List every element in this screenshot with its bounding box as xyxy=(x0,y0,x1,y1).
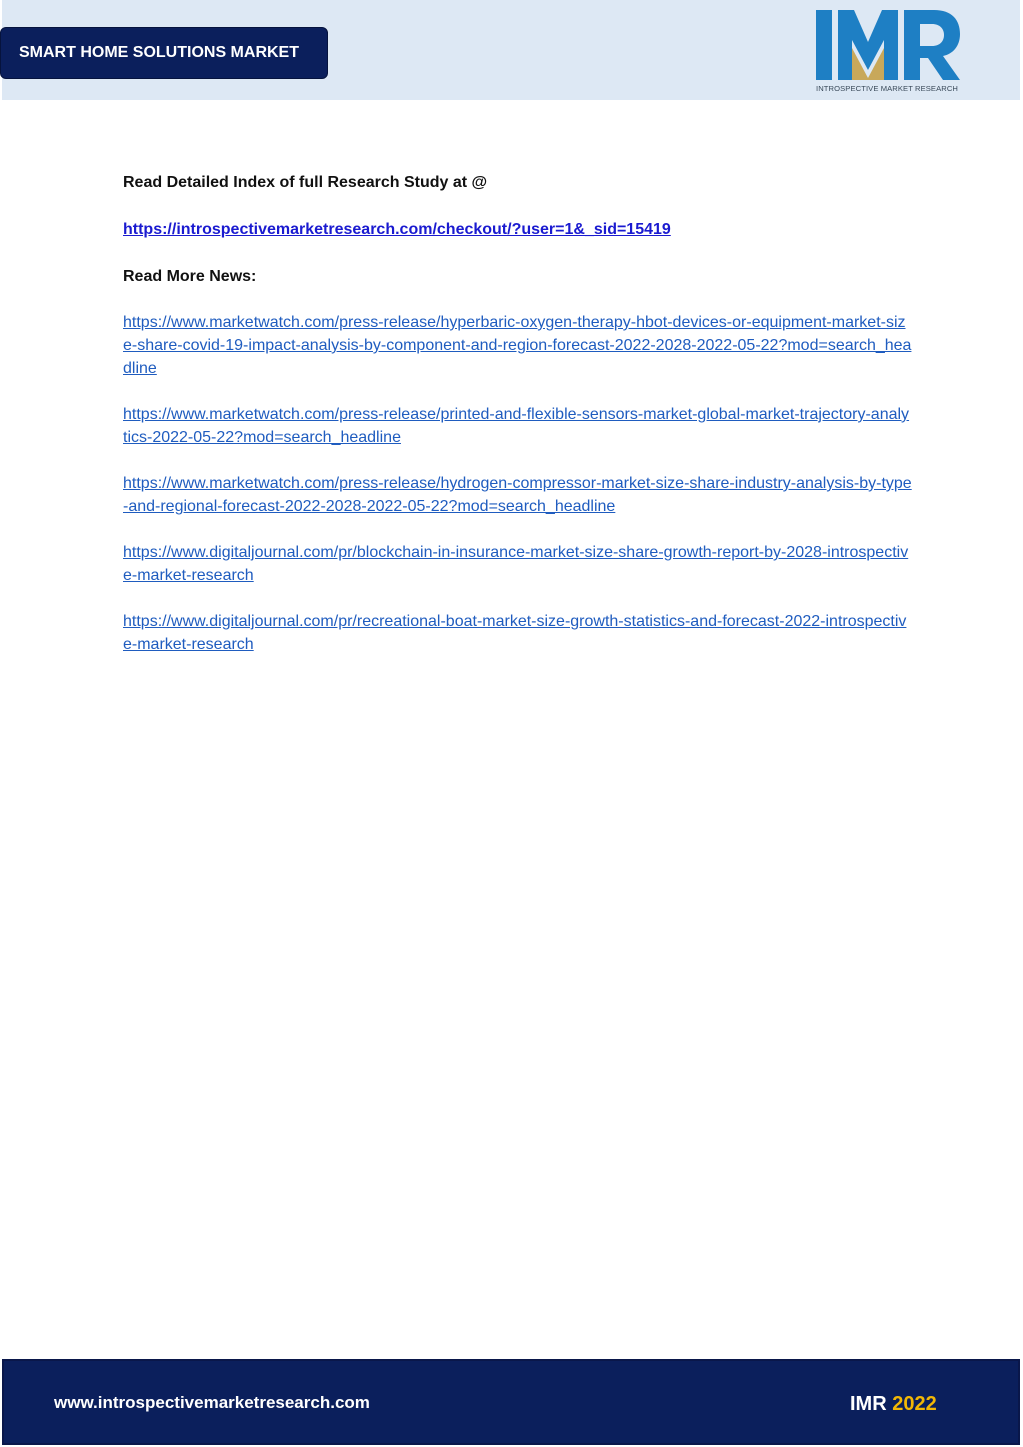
footer-year: 2022 xyxy=(892,1393,937,1415)
news-link[interactable]: https://www.digitaljournal.com/pr/blockchain-in-insurance-market-size-share-growth-report-by-2028-introspective-market-research xyxy=(123,544,909,584)
news-list xyxy=(123,311,913,656)
checkout-link[interactable]: https://introspectivemarketresearch.com/checkout/?user=1&_sid=15419 xyxy=(123,221,671,238)
news-link[interactable]: https://www.marketwatch.com/press-release/hyperbaric-oxygen-therapy-hbot-devices-or-equipment-market-size-share-covid-19-impact-analysis-by-component-and-region-forecast-2022-2028-2022-05-22?mod=search_headline xyxy=(123,314,912,377)
logo-letter-m xyxy=(838,10,898,80)
list-item xyxy=(123,541,913,587)
footer-brand xyxy=(850,1393,937,1416)
news-link[interactable]: https://www.marketwatch.com/press-release/hydrogen-compressor-market-size-share-industry-analysis-by-type-and-regional-forecast-2022-2028-2022-05-22?mod=search_headline xyxy=(123,475,912,515)
footer xyxy=(2,1359,1020,1445)
footer-brand-name: IMR xyxy=(850,1393,887,1415)
list-item xyxy=(123,403,913,449)
imr-logo xyxy=(812,8,962,96)
news-link[interactable]: https://www.marketwatch.com/press-release/printed-and-flexible-sensors-market-global-market-trajectory-analytics-2022-05-22?mod=search_headline xyxy=(123,406,910,446)
logo-letter-i xyxy=(816,10,832,80)
document-title: SMART HOME SOLUTIONS MARKET xyxy=(0,27,328,79)
list-item xyxy=(123,472,913,518)
list-item xyxy=(123,610,913,656)
news-link[interactable]: https://www.digitaljournal.com/pr/recreational-boat-market-size-growth-statistics-and-forecast-2022-introspective-market-research xyxy=(123,613,907,653)
logo-letter-r xyxy=(904,10,960,80)
lead-text: Read Detailed Index of full Research Study at @ xyxy=(123,174,488,191)
logo-caption: INTROSPECTIVE MARKET RESEARCH xyxy=(816,84,959,93)
news-heading: Read More News: xyxy=(123,268,257,285)
footer-website-link[interactable]: www.introspectivemarketresearch.com xyxy=(54,1393,370,1412)
list-item xyxy=(123,311,913,380)
content-section xyxy=(123,171,913,656)
